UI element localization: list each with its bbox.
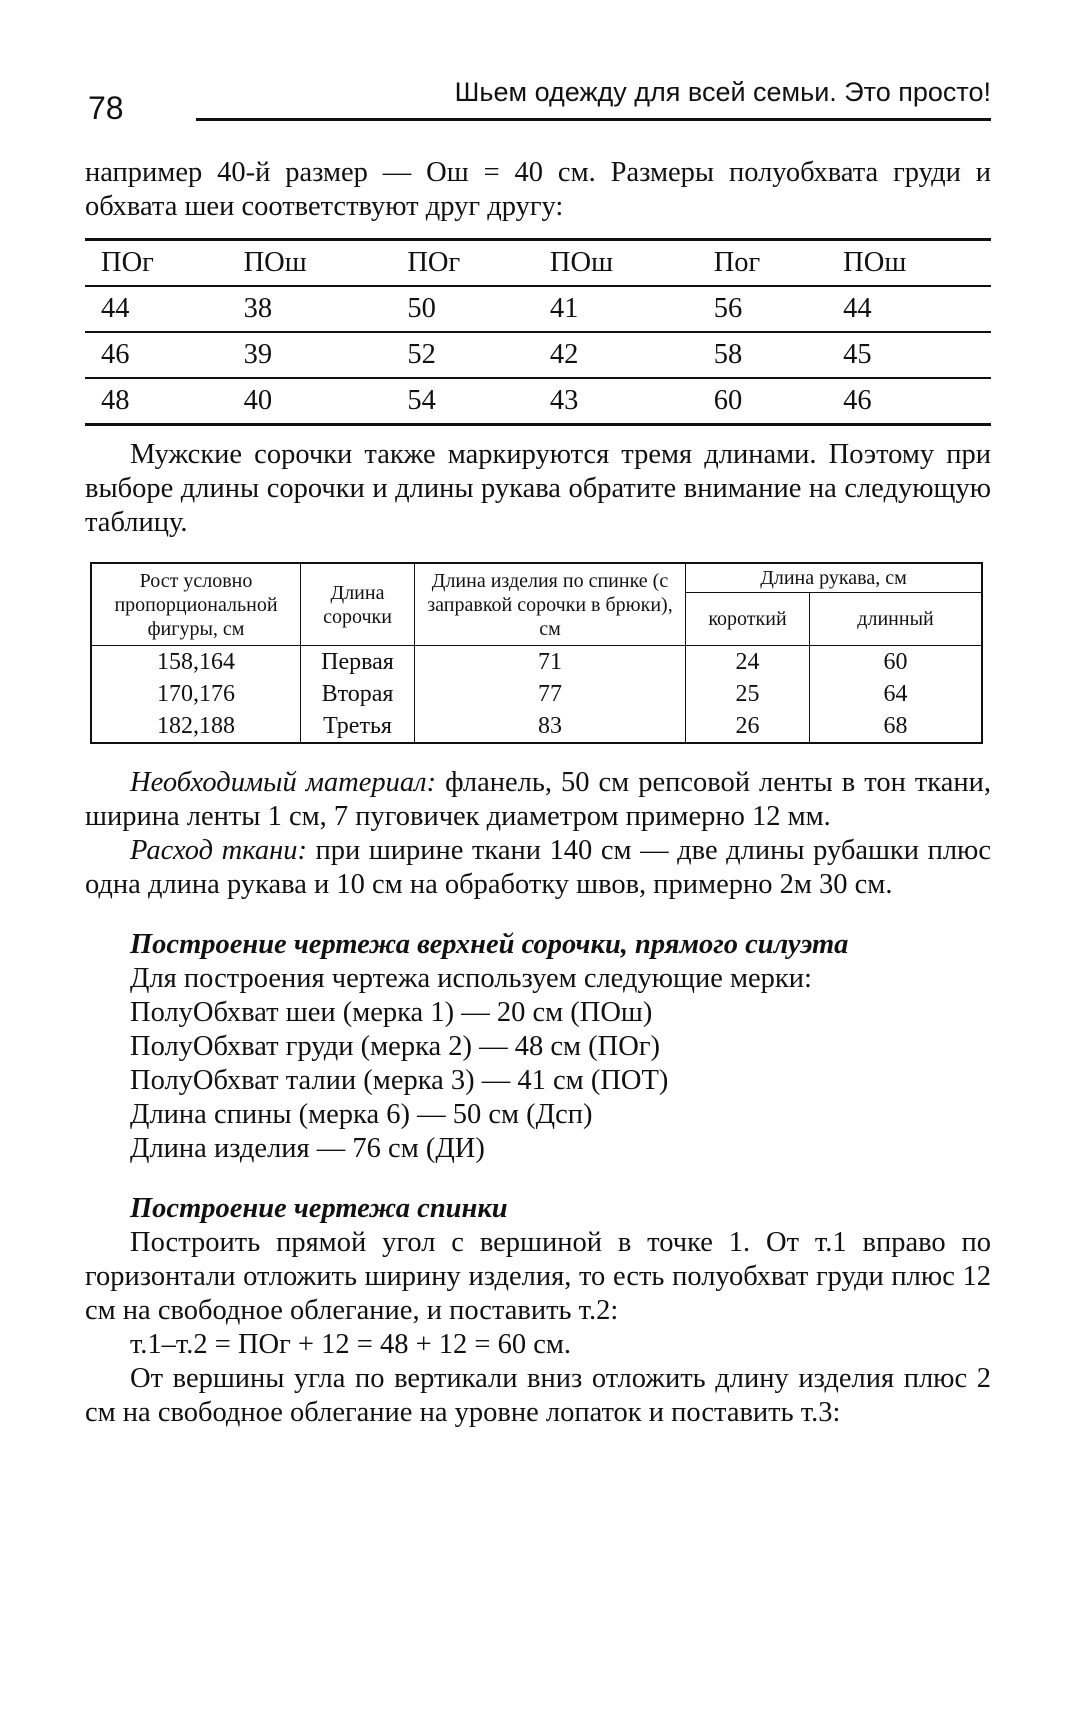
table-cell: Третья [301,710,415,743]
fabric-paragraph [85,834,991,902]
table-cell: 26 [686,710,810,743]
table-row [91,710,982,743]
table-cell: 83 [415,710,686,743]
col-header-shirt-length: Длина сорочки [301,563,415,646]
table-cell: 45 [827,332,991,378]
table-header-cell: ПОш [228,240,392,287]
fabric-text: при ширине ткани 140 см — две длины рубашки плюс одна длина рукава и 10 см на обработку швов, примерно 2м 30 см. [85,835,991,900]
table-cell: 68 [810,710,983,743]
table-cell: 38 [228,286,392,332]
table-header-cell: ПОг [391,240,534,287]
measure-item: Длина спины (мерка 6) — 50 см (Дсп) [130,1099,593,1130]
measure-item: Длина изделия — 76 см (ДИ) [130,1133,485,1164]
table-header-cell: ПОш [534,240,698,287]
section-title-back: Построение чертежа спинки [130,1193,508,1224]
header-rule [196,118,991,121]
intro-paragraph: например 40-й размер — Ош = 40 см. Размеры полуобхвата груди и обхвата шеи соответствуют друг другу: [85,157,991,222]
table-cell: 46 [85,332,228,378]
table-header-cell: ПОг [85,240,228,287]
table-cell: 43 [534,378,698,425]
table-cell: 56 [698,286,827,332]
table-row [85,286,991,332]
page-number: 78 [88,90,124,126]
col-header-sleeve-length: Длина рукава, см [686,563,983,593]
table-cell: 46 [827,378,991,425]
table-cell: Вторая [301,678,415,710]
table-cell: 41 [534,286,698,332]
table-header-cell: Пог [698,240,827,287]
table-header-cell: ПОш [827,240,991,287]
measure-item: ПолуОбхват шеи (мерка 1) — 20 см (ПОш) [130,997,653,1028]
col-header-long: длинный [810,593,983,646]
table-cell: 40 [228,378,392,425]
measure-item: ПолуОбхват груди (мерка 2) — 48 см (ПОг) [130,1031,661,1062]
table-cell: 52 [391,332,534,378]
material-label: Необходимый материал: [130,767,437,798]
table-cell: 44 [827,286,991,332]
table-cell: 39 [228,332,392,378]
table-cell: 42 [534,332,698,378]
table-row [85,332,991,378]
measure-item: ПолуОбхват талии (мерка 3) — 41 см (ПОТ) [130,1065,669,1096]
col-header-back-length: Длина изделия по спинке (с заправкой сорочки в брюки), см [415,563,686,646]
material-text: фланель, 50 см репсовой ленты в тон ткани, ширина ленты 1 см, 7 пуговичек диаметром примерно 12 мм. [85,767,991,832]
table-cell: 60 [698,378,827,425]
col-header-short: короткий [686,593,810,646]
final-paragraph: От вершины угла по вертикали вниз отложить длину изделия плюс 2 см на свободное облегание на уровне лопаток и поставить т.3: [85,1363,991,1428]
table-cell: 58 [698,332,827,378]
table-cell: 158,164 [91,646,301,679]
page-content [85,156,991,1430]
col-header-height: Рост условно пропорциональной фигуры, см [91,563,301,646]
table-row [91,646,982,679]
table-cell: 25 [686,678,810,710]
running-title: Шьем одежду для всей семьи. Это просто! [454,77,991,107]
table-cell: 60 [810,646,983,679]
size-correspondence-table [85,238,991,426]
table-cell: 64 [810,678,983,710]
table-row [85,378,991,425]
measures-intro: Для построения чертежа используем следующие мерки: [130,963,812,994]
table-cell: 182,188 [91,710,301,743]
table-header-row [85,240,991,287]
table-cell: Первая [301,646,415,679]
table-cell: 44 [85,286,228,332]
table-cell: 170,176 [91,678,301,710]
fabric-label: Расход ткани: [130,835,307,866]
table-row [91,678,982,710]
table-cell: 50 [391,286,534,332]
shirt-length-table [90,562,983,744]
table-cell: 71 [415,646,686,679]
table-cell: 24 [686,646,810,679]
section-title-shirt: Построение чертежа верхней сорочки, прямого силуэта [130,929,849,960]
back-paragraph: Построить прямой угол с вершиной в точке 1. От т.1 вправо по горизонтали отложить ширину изделия, то есть полуобхват груди плюс 12 см на свободное облегание, и поставить т.2: [85,1227,991,1326]
material-paragraph [85,766,991,834]
table-cell: 54 [391,378,534,425]
table-cell: 48 [85,378,228,425]
formula-line: т.1–т.2 = ПОг + 12 = 48 + 12 = 60 см. [130,1329,572,1360]
measures-block [85,962,991,1166]
shirts-paragraph: Мужские сорочки также маркируются тремя длинами. Поэтому при выборе длины сорочки и длины рукава обратите внимание на следующую таблицу. [85,439,991,538]
table-cell: 77 [415,678,686,710]
